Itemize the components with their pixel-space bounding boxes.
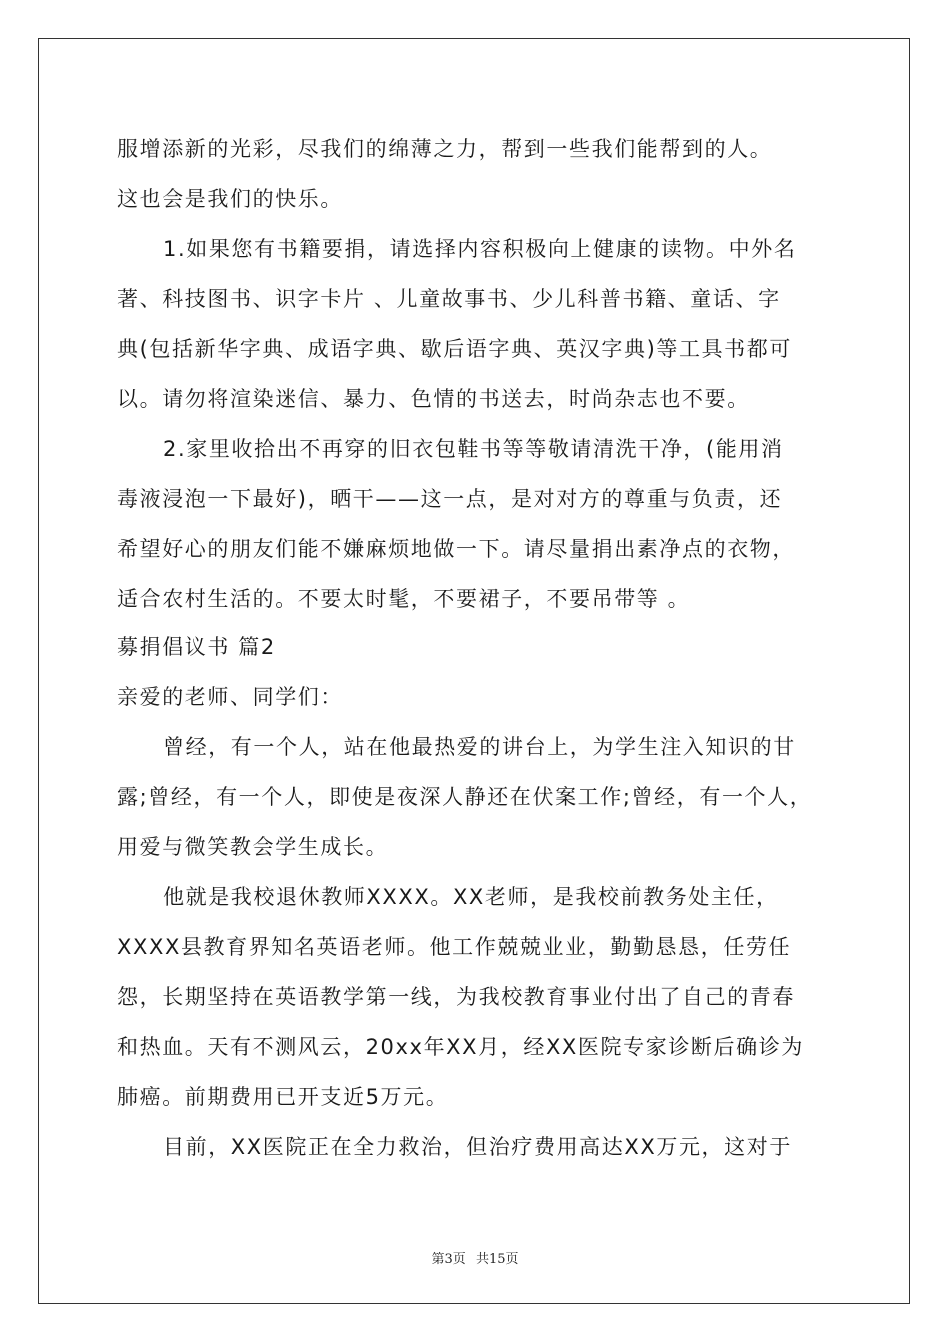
text-line: 著、科技图书、识字卡片 、儿童故事书、少儿科普书籍、童话、字 [117,287,781,311]
text-line: 露;曾经，有一个人，即使是夜深人静还在伏案工作;曾经，有一个人， [117,785,813,809]
page-footer [0,1248,950,1267]
text-line: 服增添新的光彩，尽我们的绵薄之力，帮到一些我们能帮到的人。 [117,137,773,161]
text-line: 毒液浸泡一下最好)，晒干——这一点，是对对方的尊重与负责，还 [117,487,783,511]
text-line: XXXX县教育界知名英语老师。他工作兢兢业业，勤勤恳恳，任劳任 [117,935,792,959]
text-line: 希望好心的朋友们能不嫌麻烦地做一下。请尽量捐出素净点的衣物， [117,537,795,561]
text-line: 怨，长期坚持在英语教学第一线，为我校教育事业付出了自己的青春 [117,985,795,1009]
text-line: 肺癌。前期费用已开支近5万元。 [117,1085,449,1109]
text-line: 1.如果您有书籍要捐，请选择内容积极向上健康的读物。中外名 [163,237,797,261]
section-heading: 募捐倡议书 篇2 [117,635,276,659]
text-line: 典(包括新华字典、成语字典、歇后语字典、英汉字典)等工具书都可 [117,337,792,361]
salutation: 亲爱的老师、同学们： [117,685,343,709]
text-line: 适合农村生活的。不要太时髦，不要裙子，不要吊带等 。 [117,587,691,611]
page-border [38,38,910,1304]
text-line: 曾经，有一个人，站在他最热爱的讲台上，为学生注入知识的甘 [163,735,796,759]
text-line: 这也会是我们的快乐。 [117,187,343,211]
text-line: 和热血。天有不测风云，20xx年XX月，经XX医院专家诊断后确诊为 [117,1035,804,1059]
page-total: 共15页 [475,1252,519,1267]
text-line: 他就是我校退休教师XXXX。XX老师，是我校前教务处主任， [163,885,779,909]
text-line: 以。请勿将渲染迷信、暴力、色情的书送去，时尚杂志也不要。 [117,387,750,411]
page-number: 第3页 [431,1252,466,1267]
text-line: 2.家里收拾出不再穿的旧衣包鞋书等等敬请清洗干净，(能用消 [163,437,784,461]
text-line: 用爱与微笑教会学生成长。 [117,835,389,859]
text-line: 目前，XX医院正在全力救治，但治疗费用高达XX万元，这对于 [163,1135,792,1159]
